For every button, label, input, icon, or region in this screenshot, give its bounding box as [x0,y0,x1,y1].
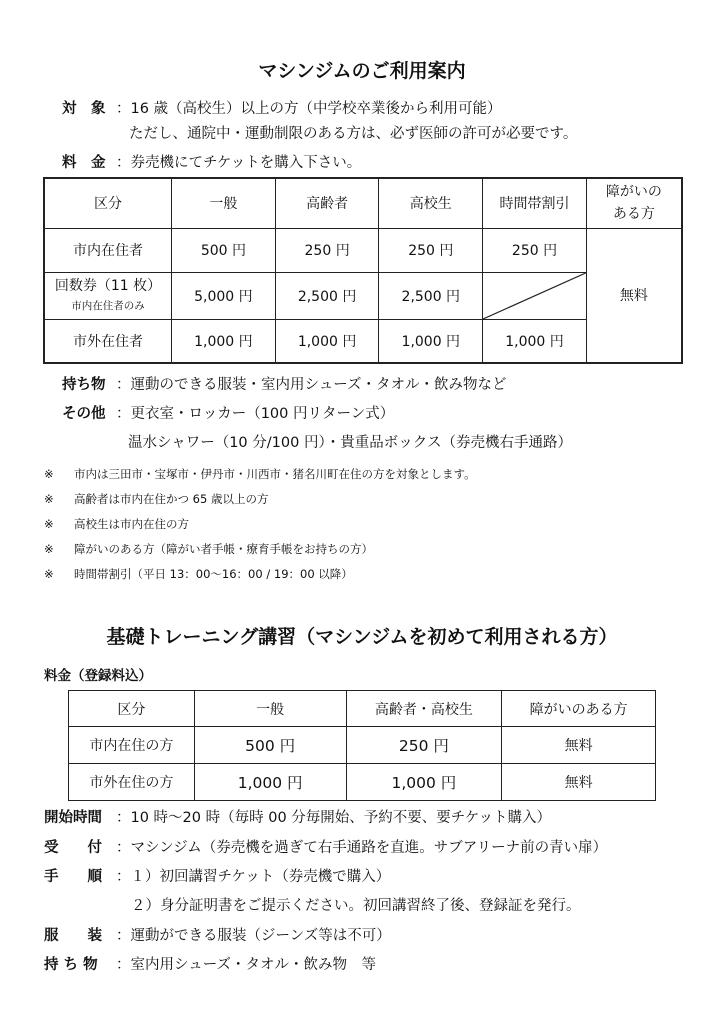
cell: 1,000 円 [172,319,276,363]
start-time-text: ：10 時〜20 時（毎時 00 分毎開始、予約不要、要チケット購入） [116,810,551,826]
cell-resident: 市内在住者 [44,228,172,272]
diagonal-line [483,273,586,319]
cell: 1,000 円 [346,764,502,801]
page-title: マシンジムのご利用案内 [258,60,466,82]
cell: 2,500 円 [275,272,379,319]
header-elderly: 高齢者 [275,178,379,228]
reception-row [44,836,607,857]
header-time-discount: 時間帯割引 [483,178,587,228]
header-general: 一般 [172,178,276,228]
header-disabled-line2: ある方 [612,206,655,223]
note-text: 高校生は市内在住の方 [74,517,189,531]
cell-coupon [44,272,172,319]
cell: 無料 [502,764,656,801]
cell: 無料 [502,727,656,764]
cell: 250 円 [346,727,502,764]
header-category: 区分 [44,178,172,228]
header-disabled [586,178,682,228]
fee-row [62,151,361,172]
other-row [62,402,394,423]
note-text: 時間帯割引（平日 13：00〜16：00 / 19：00 以降） [74,567,353,581]
note-mark: ※ [44,517,54,531]
header-elderly-highschool: 高齢者・高校生 [346,691,502,727]
fee-text: ：券売機にてチケットを購入下さい。 [116,155,362,171]
cell: 市内在住の方 [69,727,195,764]
header-disabled: 障がいのある方 [502,691,656,727]
note-item [44,491,268,507]
fee2-label: 料金（登録料込） [44,668,152,684]
cell: 1,000 円 [379,319,483,363]
table-row [44,272,682,319]
note-text: 高齢者は市内在住かつ 65 歳以上の方 [74,492,269,506]
reception-label: 受 付 [44,840,102,856]
clothes-row [44,924,391,945]
cell: 250 円 [483,228,587,272]
fee-table [43,177,683,364]
cell: 1,000 円 [483,319,587,363]
cell-nonresident: 市外在住者 [44,319,172,363]
cell: 1,000 円 [194,764,346,801]
cell: 500 円 [194,727,346,764]
start-time-row [44,806,551,827]
other-text: ：更衣室・ロッカー（100 円リターン式） [116,406,395,422]
table-row [69,727,656,764]
table-row [69,764,656,801]
section-title: 基礎トレーニング講習（マシンジムを初めて利用される方） [106,626,618,648]
procedure-label: 手 順 [44,869,102,885]
target-text: ：16 歳（高校生）以上の方（中学校卒業後から利用可能） [116,101,502,117]
fee-label: 料 金 [62,155,106,171]
table-row [44,319,682,363]
procedure-text-2: ２）身分証明書をご提示ください。初回講習終了後、登録証を発行。 [131,898,581,914]
cell: 1,000 円 [275,319,379,363]
start-time-label: 開始時間 [44,810,102,826]
clothes-label: 服 装 [44,928,102,944]
cell: 5,000 円 [172,272,276,319]
cell: 250 円 [379,228,483,272]
course-fee-table [68,690,656,801]
items-text: ：室内用シューズ・タオル・飲み物 等 [116,957,376,973]
target-text-2: ただし、通院中・運動制限のある方は、必ず医師の許可が必要です。 [129,126,578,142]
header-highschool: 高校生 [379,178,483,228]
note-text: 市内は三田市・宝塚市・伊丹市・川西市・猪名川町在住の方を対象とします。 [74,467,476,481]
belongings-text: ：運動のできる服装・室内用シューズ・タオル・飲み物など [116,377,507,393]
items-row [44,953,376,974]
note-mark: ※ [44,492,54,506]
other-label: その他 [62,406,106,422]
note-item [44,466,476,482]
note-item [44,516,189,532]
coupon-note: 市内在住者のみ [71,299,145,312]
cell-free: 無料 [586,228,682,363]
note-mark: ※ [44,467,54,481]
cell: 市外在住の方 [69,764,195,801]
items-label: 持 ち 物 [44,957,98,973]
cell: 500 円 [172,228,276,272]
belongings-row [62,373,506,394]
note-text: 障がいのある方（障がい者手帳・療育手帳をお持ちの方） [74,542,373,556]
note-mark: ※ [44,567,54,581]
cell: 2,500 円 [379,272,483,319]
belongings-label: 持ち物 [62,377,106,393]
cell-not-applicable [483,272,587,319]
note-item [44,541,373,557]
coupon-label: 回数券（11 枚） [54,277,162,294]
note-item [44,566,353,582]
target-label: 対 象 [62,101,106,117]
note-mark: ※ [44,542,54,556]
procedure-row [44,865,390,886]
target-row [62,97,502,118]
reception-text: ：マシンジム（券売機を過ぎて右手通路を直進。サブアリーナ前の青い扉） [116,840,608,856]
cell: 250 円 [275,228,379,272]
procedure-text: ：１）初回講習チケット（券売機で購入） [116,869,391,885]
table-row [44,228,682,272]
other-text-2: 温水シャワー（10 分/100 円）・貴重品ボックス（券売機右手通路） [128,435,573,451]
header-general: 一般 [194,691,346,727]
header-disabled-line1: 障がいの [605,184,662,201]
header-category: 区分 [69,691,195,727]
clothes-text: ：運動ができる服装（ジーンズ等は不可） [116,928,391,944]
